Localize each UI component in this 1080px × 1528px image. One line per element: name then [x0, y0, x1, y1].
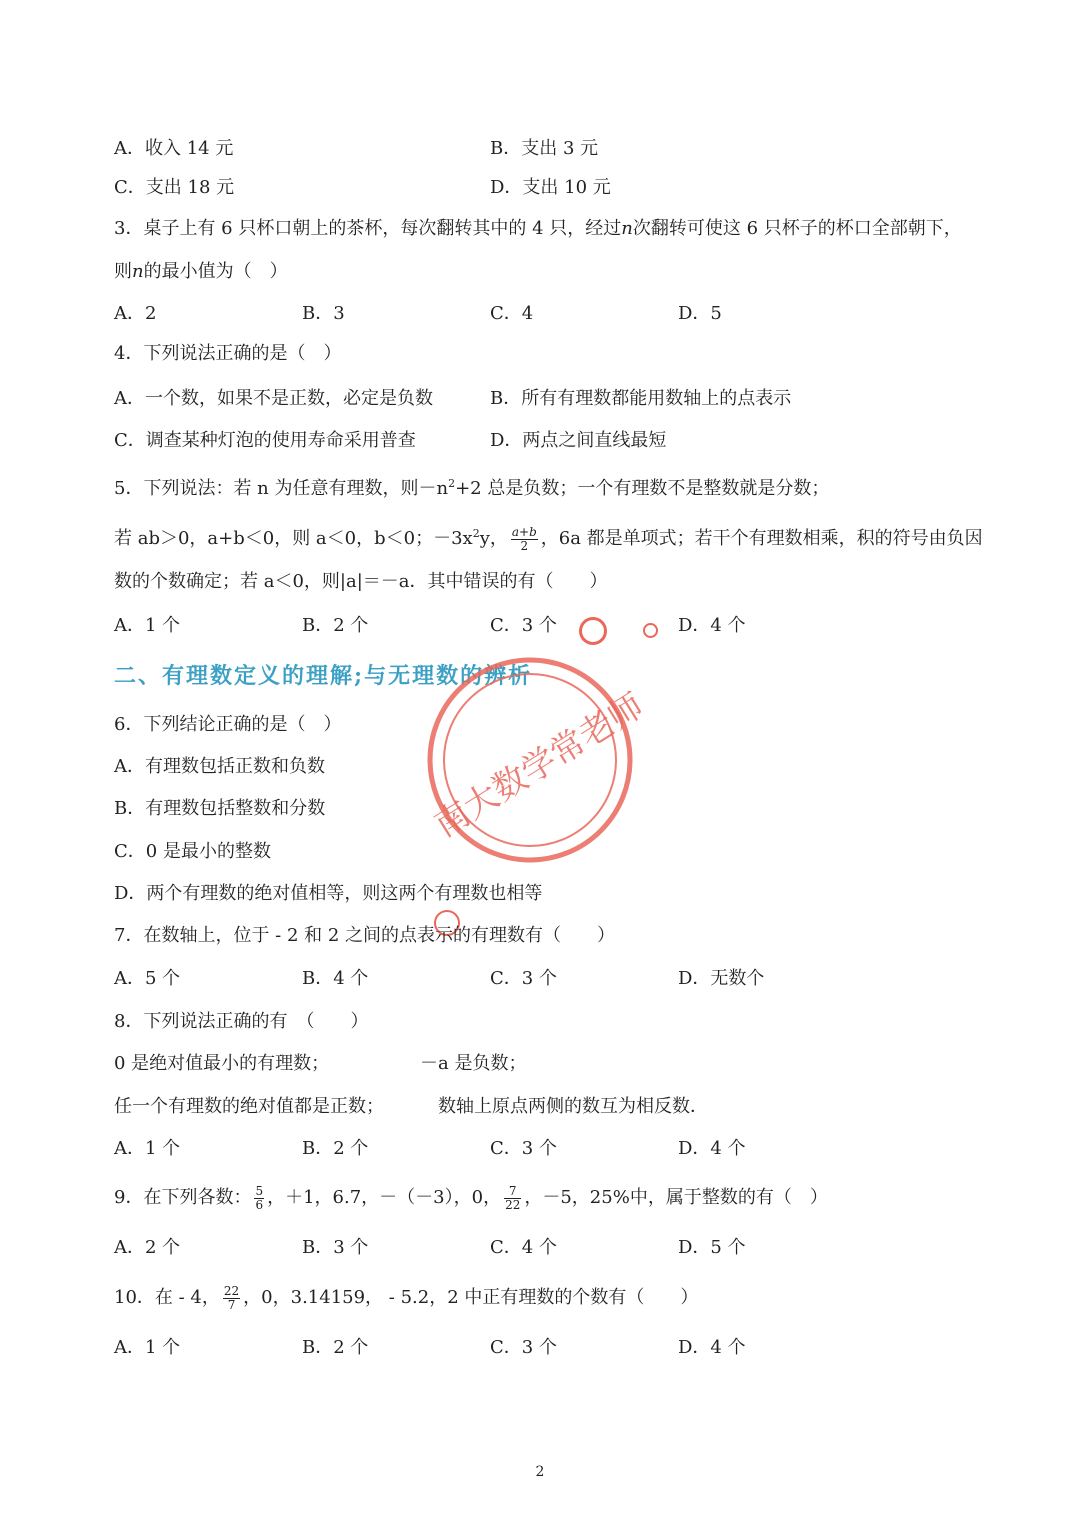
stamp-text: 南大数学常老师	[427, 685, 651, 846]
q2-option-d: D．支出 10 元	[490, 177, 611, 198]
q8-option-d: D．4 个	[678, 1138, 746, 1159]
q2-option-a: A．收入 14 元	[114, 138, 234, 159]
q5-stem-line3: 数的个数确定；若 a＜0，则|a|＝－a．其中错误的有（ ）	[114, 571, 608, 592]
q4-option-c: C．调查某种灯泡的使用寿命采用普查	[114, 430, 416, 451]
q5-text-2c: ，6a 都是单项式；若干个有理数相乘，积的符号由负因	[540, 528, 983, 549]
q4-option-d: D．两点之间直线最短	[490, 430, 667, 451]
q8-option-c: C．3 个	[490, 1138, 557, 1159]
q8-stem: 8．下列说法正确的有 （ ）	[114, 1011, 369, 1032]
q7-option-b: B．4 个	[302, 968, 369, 989]
q2-option-b: B．支出 3 元	[490, 138, 599, 159]
q10-text-pre: 10．在 - 4，	[114, 1287, 220, 1308]
q9-option-b: B．3 个	[302, 1237, 369, 1258]
q9-fraction-1	[254, 1185, 264, 1212]
q10-stem	[114, 1282, 698, 1314]
q5-text-1a: 5．下列说法：若 n 为任意有理数，则－n	[114, 478, 449, 499]
q3-option-b: B．3	[302, 303, 345, 324]
q5-text-2a: 若 ab＞0，a+b＜0，则 a＜0，b＜0；－3x	[114, 528, 473, 549]
q5-option-c: C．3 个	[490, 615, 557, 636]
q9-text-pre: 9．在下列各数：	[114, 1187, 252, 1208]
q5-stem-line2	[114, 519, 983, 554]
section-2-title: 二、有理数定义的理解;与无理数的辨析	[114, 663, 533, 689]
q10-option-a: A．1 个	[114, 1337, 181, 1358]
q3-stem-line2	[114, 260, 288, 284]
q6-option-a: A．有理数包括正数和负数	[114, 756, 325, 777]
q5-text-2b: y，	[479, 528, 508, 549]
q8-option-a: A．1 个	[114, 1138, 181, 1159]
q3-option-d: D．5	[678, 303, 722, 324]
q3-text-then: 则	[114, 261, 132, 282]
q4-stem: 4．下列说法正确的是（ ）	[114, 343, 342, 364]
q3-option-a: A．2	[114, 303, 157, 324]
q9-option-a: A．2 个	[114, 1237, 181, 1258]
q8-statement-4: 数轴上原点两侧的数互为相反数．	[438, 1096, 708, 1117]
q4-option-a: A．一个数，如果不是正数，必定是负数	[114, 388, 433, 409]
q10-text-post: ，0，3.14159， - 5.2，2 中正有理数的个数有（ ）	[243, 1287, 699, 1308]
page-number: 2	[535, 1464, 545, 1480]
q9-option-c: C．4 个	[490, 1237, 557, 1258]
q9-frac2-num: 7	[504, 1185, 521, 1199]
q2-option-c: C．支出 18 元	[114, 177, 235, 198]
q10-fraction	[223, 1285, 240, 1312]
q4-option-b: B．所有有理数都能用数轴上的点表示	[490, 388, 792, 409]
q5-stem-line1	[114, 472, 829, 501]
q9-fraction-2	[504, 1185, 521, 1212]
q6-option-b: B．有理数包括整数和分数	[114, 798, 326, 819]
q3-text-min: 的最小值为（ ）	[143, 261, 288, 282]
q5-sup-2: 2	[472, 527, 480, 540]
q7-stem: 7．在数轴上，位于 - 2 和 2 之间的点表示的有理数有（ ）	[114, 925, 616, 946]
q3-stem-line1	[114, 217, 962, 241]
q8-statement-1: 0 是绝对值最小的有理数；	[114, 1053, 330, 1074]
q8-statement-3: 任一个有理数的绝对值都是正数；	[114, 1096, 384, 1117]
q6-option-d: D．两个有理数的绝对值相等，则这两个有理数也相等	[114, 883, 543, 904]
q3-option-c: C．4	[490, 303, 534, 324]
q5-frac-num: a+b	[511, 524, 537, 539]
q3-var-n-2: n	[132, 261, 144, 282]
q6-option-c: C．0 是最小的整数	[114, 841, 271, 862]
q3-var-n: n	[621, 218, 633, 239]
q5-fraction	[511, 526, 538, 553]
q9-frac1-den: 6	[255, 1197, 264, 1212]
q10-frac-den: 7	[227, 1297, 236, 1312]
q8-statement-2: －a 是负数；	[420, 1053, 527, 1074]
q6-stem: 6．下列结论正确的是（ ）	[114, 714, 342, 735]
q5-frac-den: 2	[520, 538, 529, 553]
decorative-circle-large	[579, 617, 607, 645]
q9-text-post: ，－5，25%中，属于整数的有（ ）	[524, 1187, 828, 1208]
q9-stem	[114, 1182, 828, 1214]
q10-option-d: D．4 个	[678, 1337, 746, 1358]
q8-option-b: B．2 个	[302, 1138, 369, 1159]
q3-text-pre: 3．桌子上有 6 只杯口朝上的茶杯，每次翻转其中的 4 只，经过	[114, 218, 622, 239]
q5-option-a: A．1 个	[114, 615, 181, 636]
q9-frac2-den: 22	[505, 1197, 521, 1212]
q9-option-d: D．5 个	[678, 1237, 746, 1258]
q9-frac1-num: 5	[255, 1183, 264, 1198]
q10-option-b: B．2 个	[302, 1337, 369, 1358]
decorative-circle-small	[643, 623, 658, 638]
q5-text-1b: +2 总是负数；一个有理数不是整数就是分数；	[455, 478, 830, 499]
q10-option-c: C．3 个	[490, 1337, 557, 1358]
q7-option-c: C．3 个	[490, 968, 557, 989]
q5-option-d: D．4 个	[678, 615, 746, 636]
q10-frac-num: 22	[223, 1283, 240, 1298]
q3-text-post: 次翻转可使这 6 只杯子的杯口全部朝下，	[632, 218, 962, 239]
q5-option-b: B．2 个	[302, 615, 369, 636]
q7-option-d: D．无数个	[678, 968, 765, 989]
q7-option-a: A．5 个	[114, 968, 181, 989]
q9-text-mid: ，＋1，6.7，－（－3），0，	[267, 1187, 502, 1208]
q5-sup-1: 2	[448, 477, 456, 490]
